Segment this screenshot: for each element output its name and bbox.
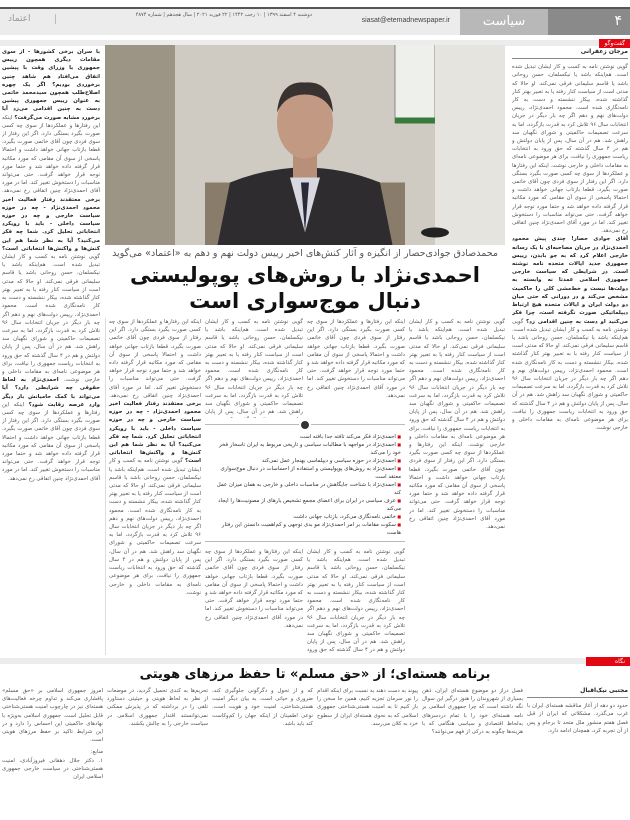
section-email[interactable]: siasat@etemadnewspaper.ir [361,17,450,24]
opinion-column-1 [527,687,628,820]
question: با سران برخی کشورها - از سوی مقامات دیگری همچون رییس جمهوری یا وزرای وقت با پیشین اتفاق می‌افتاد هم شاهد چنین برخوردی بودیم؟ اگر یک چهره اصلاح‌طلب همچون سیدمحمد خاتمی به عنوان رییس جمهوری پیشین دست به چنین اقدامی می‌زد آیا برخورد مشابه صورت می‌گرفت؟ [2,49,100,121]
body-column-3b [205,548,303,655]
right-column [512,48,628,653]
body-text: حدود دو دهه از آغاز مناقشه هسته‌ای ایران با غرب می‌گذرد. مشکلاتی که ایران از قبل فصل هفتم منشور ملل متحد تا برجام و پس از آن تجربه کرد، همچنان ادامه دارد. [527,703,628,734]
opinion-column-3 [317,687,418,820]
interview-photo [105,45,505,245]
body-columns [105,318,505,655]
body-text: تحریم‌ها به کندی تحمیل گردید، در موضعات از نظر به لحاظ هویتی و حیثیتی دستاورد تلقی را در برداشته که در پذیرش ممکنی نمی‌توانستند اقتدار جمهوری اسلامی در سیاست خارجی را به چالش بکشند. [107,688,208,727]
author-name: مجتبی نیک‌اقبال [527,687,628,698]
body-text: اینکه این رفتارها و عملکردها از سوی چه کسی صورت بگیرد بستگی دارد. اگر این رفتار از سوی فردی چون آقای خاتمی صورت بگیرد، قطعا بازتاب جهانی خواهد داشت و احتمالا پاسخی از سوی آن مقامی که مورد مکاتبه قرار گرفته داده خواهد شد و حتما مورد توجه قرار خواهد گرفت. حتی می‌تواند مناسبات را دستخوش تغییر کند. اما در مورد آقای احمدی‌نژاد چنین اتفاقی رخ نمی‌دهد. [307,319,405,399]
quote-icon [299,419,311,431]
headline-subtitle: محمدصادق جوادی‌حصار از انگیزه و آثار کنش‌های اخیر رییس دولت نهم و دهم به «اعتماد» می‌گوید [112,248,498,259]
question: احمدی‌نژاد به لحاظ حقوقی چه شرایطی دارد؟ آیا می‌تواند با کمک حامیانش بار دیگر وارد عرصه رقابت شود؟ [2,377,100,408]
label-bar [0,658,630,664]
answer: اینکه این رفتارها و عملکردها از سوی چه کسی صورت بگیرد بستگی دارد. اگر این رفتار از سوی فردی چون آقای خاتمی صورت بگیرد، قطعا بازتاب جهانی خواهد داشت و احتمالا پاسخی از سوی آن مقامی که مورد مکاتبه قرار گرفته داده خواهد شد و حتما مورد توجه قرار خواهد گرفت. حتی می‌تواند مناسبات را دستخوش تغییر کند. اما در مورد آقای احمدی‌نژاد چنین اتفاقی رخ نمی‌دهد. [2,114,100,195]
left-column [2,48,100,653]
date-line: دوشنبه ۴ اسفند ۱۳۹۹ | ۱۰ رجب ۱۴۴۲ | ۲۲ فوریه ۲۰۲۱ | سال هجدهم | شماره ۴۸۷۴ [135,12,312,18]
key-point: ■ احمدی‌نژاد در حوزه سیاسی و دیپلماسی بهنجار عمل نمی‌کند [209,457,401,465]
key-point: ■ عرف سیاسی در ایران برای اعضای مجمع تشخیص یارهای از مصونیت‌ها را ایجاد می‌کند [209,497,401,513]
newspaper-logo: اعتماد [8,14,56,24]
key-point: ■ احمدی‌نژاد با شناخت جایگاهش در مناسبات داخلی و خارجی به همان میزان عمل کند [209,481,401,497]
opinion-headline: برنامه هسته‌ای؛ از «حق مسلم» تا حفظ مرزهای هویتی [139,667,491,682]
body-column-1 [409,318,505,655]
body-text: اینکه این رفتارها و عملکردها از سوی چه کسی صورت بگیرد بستگی دارد. اگر این رفتار از سوی فردی چون آقای خاتمی صورت بگیرد، قطعا بازتاب جهانی خواهد داشت و احتمالا پاسخی از سوی آن مقامی که مورد مکاتبه قرار گرفته داده خواهد شد و حتما مورد توجه قرار خواهد گرفت. حتی می‌تواند مناسبات را دستخوش تغییر کند. اما در مورد آقای احمدی‌نژاد چنین اتفاقی رخ نمی‌دهد. [409,442,505,531]
intro-text: اینکه این رفتارها و عملکردها از سوی چه کسی صورت بگیرد بستگی دارد. اگر این رفتار از سوی فردی چون آقای خاتمی صورت بگیرد، قطعا بازتاب جهانی خواهد داشت و احتمالا پاسخی از سوی آن مقامی که مورد مکاتبه قرار گرفته داده خواهد شد و حتما مورد توجه قرار خواهد گرفت. حتی می‌تواند مناسبات را دستخوش تغییر کند. اما در مورد آقای احمدی‌نژاد چنین اتفاقی رخ نمی‌دهد. [512,162,628,235]
middle-columns [205,318,405,655]
section-title: سیاست [460,9,548,35]
opinion-columns [2,687,628,820]
key-point: ■ سکوت مقامات بر امر احمدی‌نژاد مو بدی توجهی و کم‌اهمیت دانستن این رفتار هاست [209,521,401,537]
page-header [0,7,630,35]
body-text: که و از تحول و دگرگونی جلوگیری کند، ضروری و حیاتی است. به بیان دیگر امنیت هستی‌شناختی، امنیت خود و هویت است. نوعی اطمینان از اینکه جهان را کم‌و‌کاست کند باید باشد. [212,688,313,727]
middle-columns-bottom [205,548,405,655]
answer: گویی نوشتن نامه به کسب و کار ایشان تبدیل شده است. هم‌اینکه باشد یا نیکسلمان، حسن روحانی باشد یا قاسم سلیمانی فرقی نمی‌کند. او حالا که مدتی است از سیاست کنار رفته یا به تعبیر بهتر کنار گذاشته شده، بیکار ننشسته و دست به کار نامه‌نگاری شده است. محمود احمدی‌نژاد، رییس دولت‌های نهم و دهم اگر چه بار دیگر در جریان انتخابات سال ۹۶ تلاش کرد به قدرت بازگردد، اما به سرعت تصمیمات حاکمیتی و شورای نگهبان سد راهش شد. هم در آن سال، پس از پایان دولتش و هم در ۴ سال گذشته که حق ورود به انتخابات ریاست جمهوری را نیافت، برای هر موضوعی نامه‌ای به مقامات داخلی و خارجی نوشت. [512,318,628,432]
main-headline: احمدی‌نژاد با روش‌های پوپولیستی دنبال موج‌سواری است [130,263,480,313]
section-label: گفت‌وگو [599,39,630,48]
key-point: ■ خاتمی نامه‌نگاری می‌کرد، بازتاب جهانی داشت [209,513,401,521]
interview-main [105,45,505,655]
opinion-column-2 [422,687,523,820]
question: برخی معتقدند رفتار فعالیت اخیر محمود احمدی‌نژاد - چه در حوزه سیاست خارجی و چه در حوزه سیاست داخلی - باید با رویکرد انتخاباتی تحلیل کرد. شما چه فکر می‌کنید؟ آیا به نظر شما هم این کنش‌ها و واکنش‌ها انتخاباتی است؟ [109,401,201,465]
body-text: امروز جمهوری اسلامی بر «حق مسلم» پافشاری می‌کند و تداوم چرخه فعالیت‌های هسته‌ای نیز در چارچوب امنیت هستی‌شناختی قابل تحلیل است. جمهوری اسلامی به‌ویژه با نهادهای حاکمیتی این احساس را دارد و در این شرایط تاکید بر حفظ مرزهای هویتی است. [2,688,103,744]
body-text: گویی نوشتن نامه به کسب و کار ایشان تبدیل شده است. هم‌اینکه باشد یا نیکسلمان، حسن روحانی باشد یا قاسم سلیمانی فرقی نمی‌کند. او حالا که مدتی است از سیاست کنار رفته یا به تعبیر بهتر کنار گذاشته شده، بیکار ننشسته و دست به کار نامه‌نگاری شده است. محمود احمدی‌نژاد، رییس دولت‌های نهم و دهم اگر چه بار دیگر در جریان انتخابات سال ۹۶ تلاش کرد به قدرت بازگردد، اما به سرعت تصمیمات حاکمیتی و شورای نگهبان سد راهش شد. هم در آن سال، پس از پایان [205,319,303,416]
body-text: اینکه این رفتارها و عملکردها از سوی چه کسی صورت بگیرد بستگی دارد. اگر این رفتار از سوی فردی چون آقای خاتمی صورت بگیرد، قطعا بازتاب جهانی خواهد داشت و احتمالا پاسخی از سوی آن مقامی که مورد مکاتبه قرار گرفته داده خواهد شد و حتما مورد توجه قرار خواهد گرفت. حتی می‌تواند مناسبات را دستخوش تغییر کند. اما در مورد آقای احمدی‌نژاد چنین اتفاقی رخ نمی‌دهد. [109,319,201,399]
middle-columns-top [205,318,405,418]
question: آقای جوادی حصار! چندی پیش محمود احمدی‌نژاد در جریان مصاحبه‌ای با یک رسانه خارجی اعلام کرد که به جو بایدن، رییس جمهوری جدید ایالات متحده نامه نوشته است. در شرایطی که سیاست خارجی جمهوری اسلامی عمدتا نه وابسته به دولت‌ها نیست و خط‌مشی کلی را حاکمیت مشخص می‌کند و در دورانی که حتی میان دو دولت ایران و ایالات متحده هیچ ارتباط دیپلماتیکی صورت نگرفته است، چرا فکر می‌کنید او دست به چنین اقدامی زد؟ [512,236,628,325]
opinion-column-4 [212,687,313,820]
question: برخی معتقدند رفتار فعالیت اخیر محمود احمدی‌نژاد - چه در حوزه سیاست خارجی و چه در حوزه سیاست داخلی - باید با رویکرد انتخاباتی تحلیل کرد. شما چه فکر می‌کنید؟ آیا به نظر شما هم این کنش‌ها و واکنش‌ها انتخاباتی است؟ [2,196,100,252]
author-name: مرجان زعفرانی [512,48,628,59]
intro-text: گویی نوشتن نامه به کسب و کار ایشان تبدیل شده است. هم‌اینکه باشد یا نیکسلمان، حسن روحانی باشد یا قاسم سلیمانی فرقی نمی‌کند. او حالا که مدتی است از سیاست کنار رفته یا به تعبیر بهتر کنار گذاشته شده، بیکار ننشسته و دست به کار نامه‌نگاری شده است. محمود احمدی‌نژاد، رییس دولت‌های نهم و دهم اگر چه بار دیگر در جریان انتخابات سال ۹۶ تلاش کرد به قدرت بازگردد، اما به سرعت تصمیمات حاکمیتی و شورای نگهبان سد راهش شد. هم در آن سال، پس از پایان دولتش و هم در ۴ سال گذشته که حق ورود به انتخابات ریاست جمهوری را نیافت، برای هر موضوعی نامه‌ای به مقامات داخلی و خارجی نوشت. [512,64,628,169]
body-text: پیوند به دست دهند به نسبت برای اینکه اقدام را نور سرمان تجزیه کنیم، همین جا سخن را باز کنیم تا به امنیت هستی‌شناختی جمهوری اسلامی که به نحوی هسته‌ای ایران از سطوح خرد به کلان می‌رسد. [317,688,418,727]
key-point: ■ احمدی‌نژاد فکر می‌کند تافته جدا بافته است [209,433,401,441]
key-point: ■ احمدی‌نژاد در مواجهه با مطالبات سیاسی و تاریخی مربوط به ایران تاسخار فخر خود را می‌کند [209,441,401,457]
body-column-3 [205,318,303,418]
opinion-column-5 [107,687,208,820]
body-text: گویی نوشتن نامه به کسب و کار ایشان تبدیل شده است. هم‌اینکه باشد یا نیکسلمان، حسن روحانی باشد یا قاسم سلیمانی فرقی نمی‌کند. او حالا که مدتی است از سیاست کنار رفته یا به تعبیر بهتر کنار گذاشته شده، بیکار ننشسته و دست به کار نامه‌نگاری شده است. محمود احمدی‌نژاد، رییس دولت‌های نهم و دهم اگر چه بار دیگر در جریان انتخابات سال ۹۶ تلاش کرد به قدرت بازگردد، اما به سرعت تصمیمات حاکمیتی و شورای نگهبان سد راهش شد. هم در آن سال، پس از پایان دولتش و هم در ۴ سال گذشته که حق ورود [307,549,405,654]
source-item: ۱. دکتر جلال دهقانی فیروزآبادی، امنیت هستی‌شناختی در سیاست خارجی جمهوری اسلامی ایران [2,757,103,781]
opinion-column-6 [2,687,103,820]
body-text: فصل دراز دو موضوع هسته‌ای ایران، ذهن بسیاری از شهروندان را هنوز درگیر این سوال نگه داشته است که چرا جمهوری اسلامی بر نامه هسته‌ای خود را با تمام دردسرهای به‌لحاظ اقتصادی و سیاسی هنگامی که با هزینه‌ها چگونه به درکی از فهم می‌توانند؟ [422,688,523,736]
page-number: ۴ [548,9,630,35]
opinion-section [2,666,628,820]
body-text: گویی نوشتن نامه به کسب و کار ایشان تبدیل شده است. هم‌اینکه باشد یا نیکسلمان، حسن روحانی باشد یا قاسم سلیمانی فرقی نمی‌کند. او حالا که مدتی است از سیاست کنار رفته یا به تعبیر بهتر کنار گذاشته شده، بیکار ننشسته و دست به کار نامه‌نگاری شده است. محمود احمدی‌نژاد، رییس دولت‌های نهم و دهم اگر چه بار دیگر در جریان انتخابات سال ۹۶ تلاش کرد به قدرت بازگردد، اما به سرعت تصمیمات حاکمیتی و شورای نگهبان سد راهش شد. هم در آن سال، پس از پایان دولتش و هم در ۴ سال گذشته که حق ورود به انتخابات ریاست جمهوری را نیافت، برای هر موضوعی نامه‌ای به مقامات داخلی و خارجی نوشت. [2,254,100,384]
body-column-2 [307,318,405,418]
body-text: گویی نوشتن نامه به کسب و کار ایشان تبدیل شده است. هم‌اینکه باشد یا نیکسلمان، حسن روحانی باشد یا قاسم سلیمانی فرقی نمی‌کند. او حالا که مدتی است از سیاست کنار رفته یا به تعبیر بهتر کنار گذاشته شده، بیکار ننشسته و دست به کار نامه‌نگاری شده است. محمود احمدی‌نژاد، رییس دولت‌های نهم و دهم اگر چه بار دیگر در جریان انتخابات سال ۹۶ تلاش کرد به قدرت بازگردد، اما به سرعت تصمیمات حاکمیتی و شورای نگهبان سد راهش شد. هم در آن سال، پس از پایان دولتش و هم در ۴ سال گذشته که حق ورود به انتخابات ریاست جمهوری را نیافت، برای هر موضوعی نامه‌ای به مقامات داخلی و خارجی نوشت. [109,458,201,596]
key-point: ■ احمدی‌نژاد به روش‌های پوپولیستی و استفاده از احساسات در دنبال موج‌سواری معتقد است [209,465,401,481]
sources-label: منابع: [90,749,103,756]
body-text: اینکه این رفتارها و عملکردها از سوی چه کسی صورت بگیرد بستگی دارد. اگر این رفتار از سوی فردی چون آقای خاتمی صورت بگیرد، قطعا بازتاب جهانی خواهد داشت و احتمالا پاسخی از سوی آن مقامی که مورد مکاتبه قرار گرفته داده خواهد شد و حتما مورد توجه قرار خواهد گرفت. حتی می‌تواند مناسبات را دستخوش تغییر کند. اما در مورد آقای احمدی‌نژاد چنین اتفاقی رخ نمی‌دهد. [2,401,100,482]
body-text: اینکه این رفتارها و عملکردها از سوی چه کسی صورت بگیرد بستگی دارد. اگر این رفتار از سوی فردی چون آقای خاتمی صورت بگیرد، قطعا بازتاب جهانی خواهد داشت و احتمالا پاسخی از سوی آن مقامی که مورد مکاتبه قرار گرفته داده خواهد شد و حتما مورد توجه قرار خواهد گرفت. حتی می‌تواند مناسبات را دستخوش تغییر کند. اما در مورد آقای احمدی‌نژاد چنین اتفاقی رخ نمی‌دهد. [205,549,303,629]
key-points-box [205,424,405,542]
section-label: نگاه [586,657,630,666]
body-column-2b [307,548,405,655]
body-text: گویی نوشتن نامه به کسب و کار ایشان تبدیل شده است. هم‌اینکه باشد یا نیکسلمان، حسن روحانی باشد یا قاسم سلیمانی فرقی نمی‌کند. او حالا که مدتی است از سیاست کنار رفته یا به تعبیر بهتر کنار گذاشته شده، بیکار ننشسته و دست به کار نامه‌نگاری شده است. محمود احمدی‌نژاد، رییس دولت‌های نهم و دهم اگر چه بار دیگر در جریان انتخابات سال ۹۶ تلاش کرد به قدرت بازگردد، اما به سرعت تصمیمات حاکمیتی و شورای نگهبان سد راهش شد. هم در آن سال، پس از پایان دولتش و هم در ۴ سال گذشته که حق ورود به انتخابات ریاست جمهوری را نیافت، برای هر موضوعی نامه‌ای به مقامات داخلی و خارجی نوشت. [409,319,505,449]
body-column-4 [105,318,201,655]
